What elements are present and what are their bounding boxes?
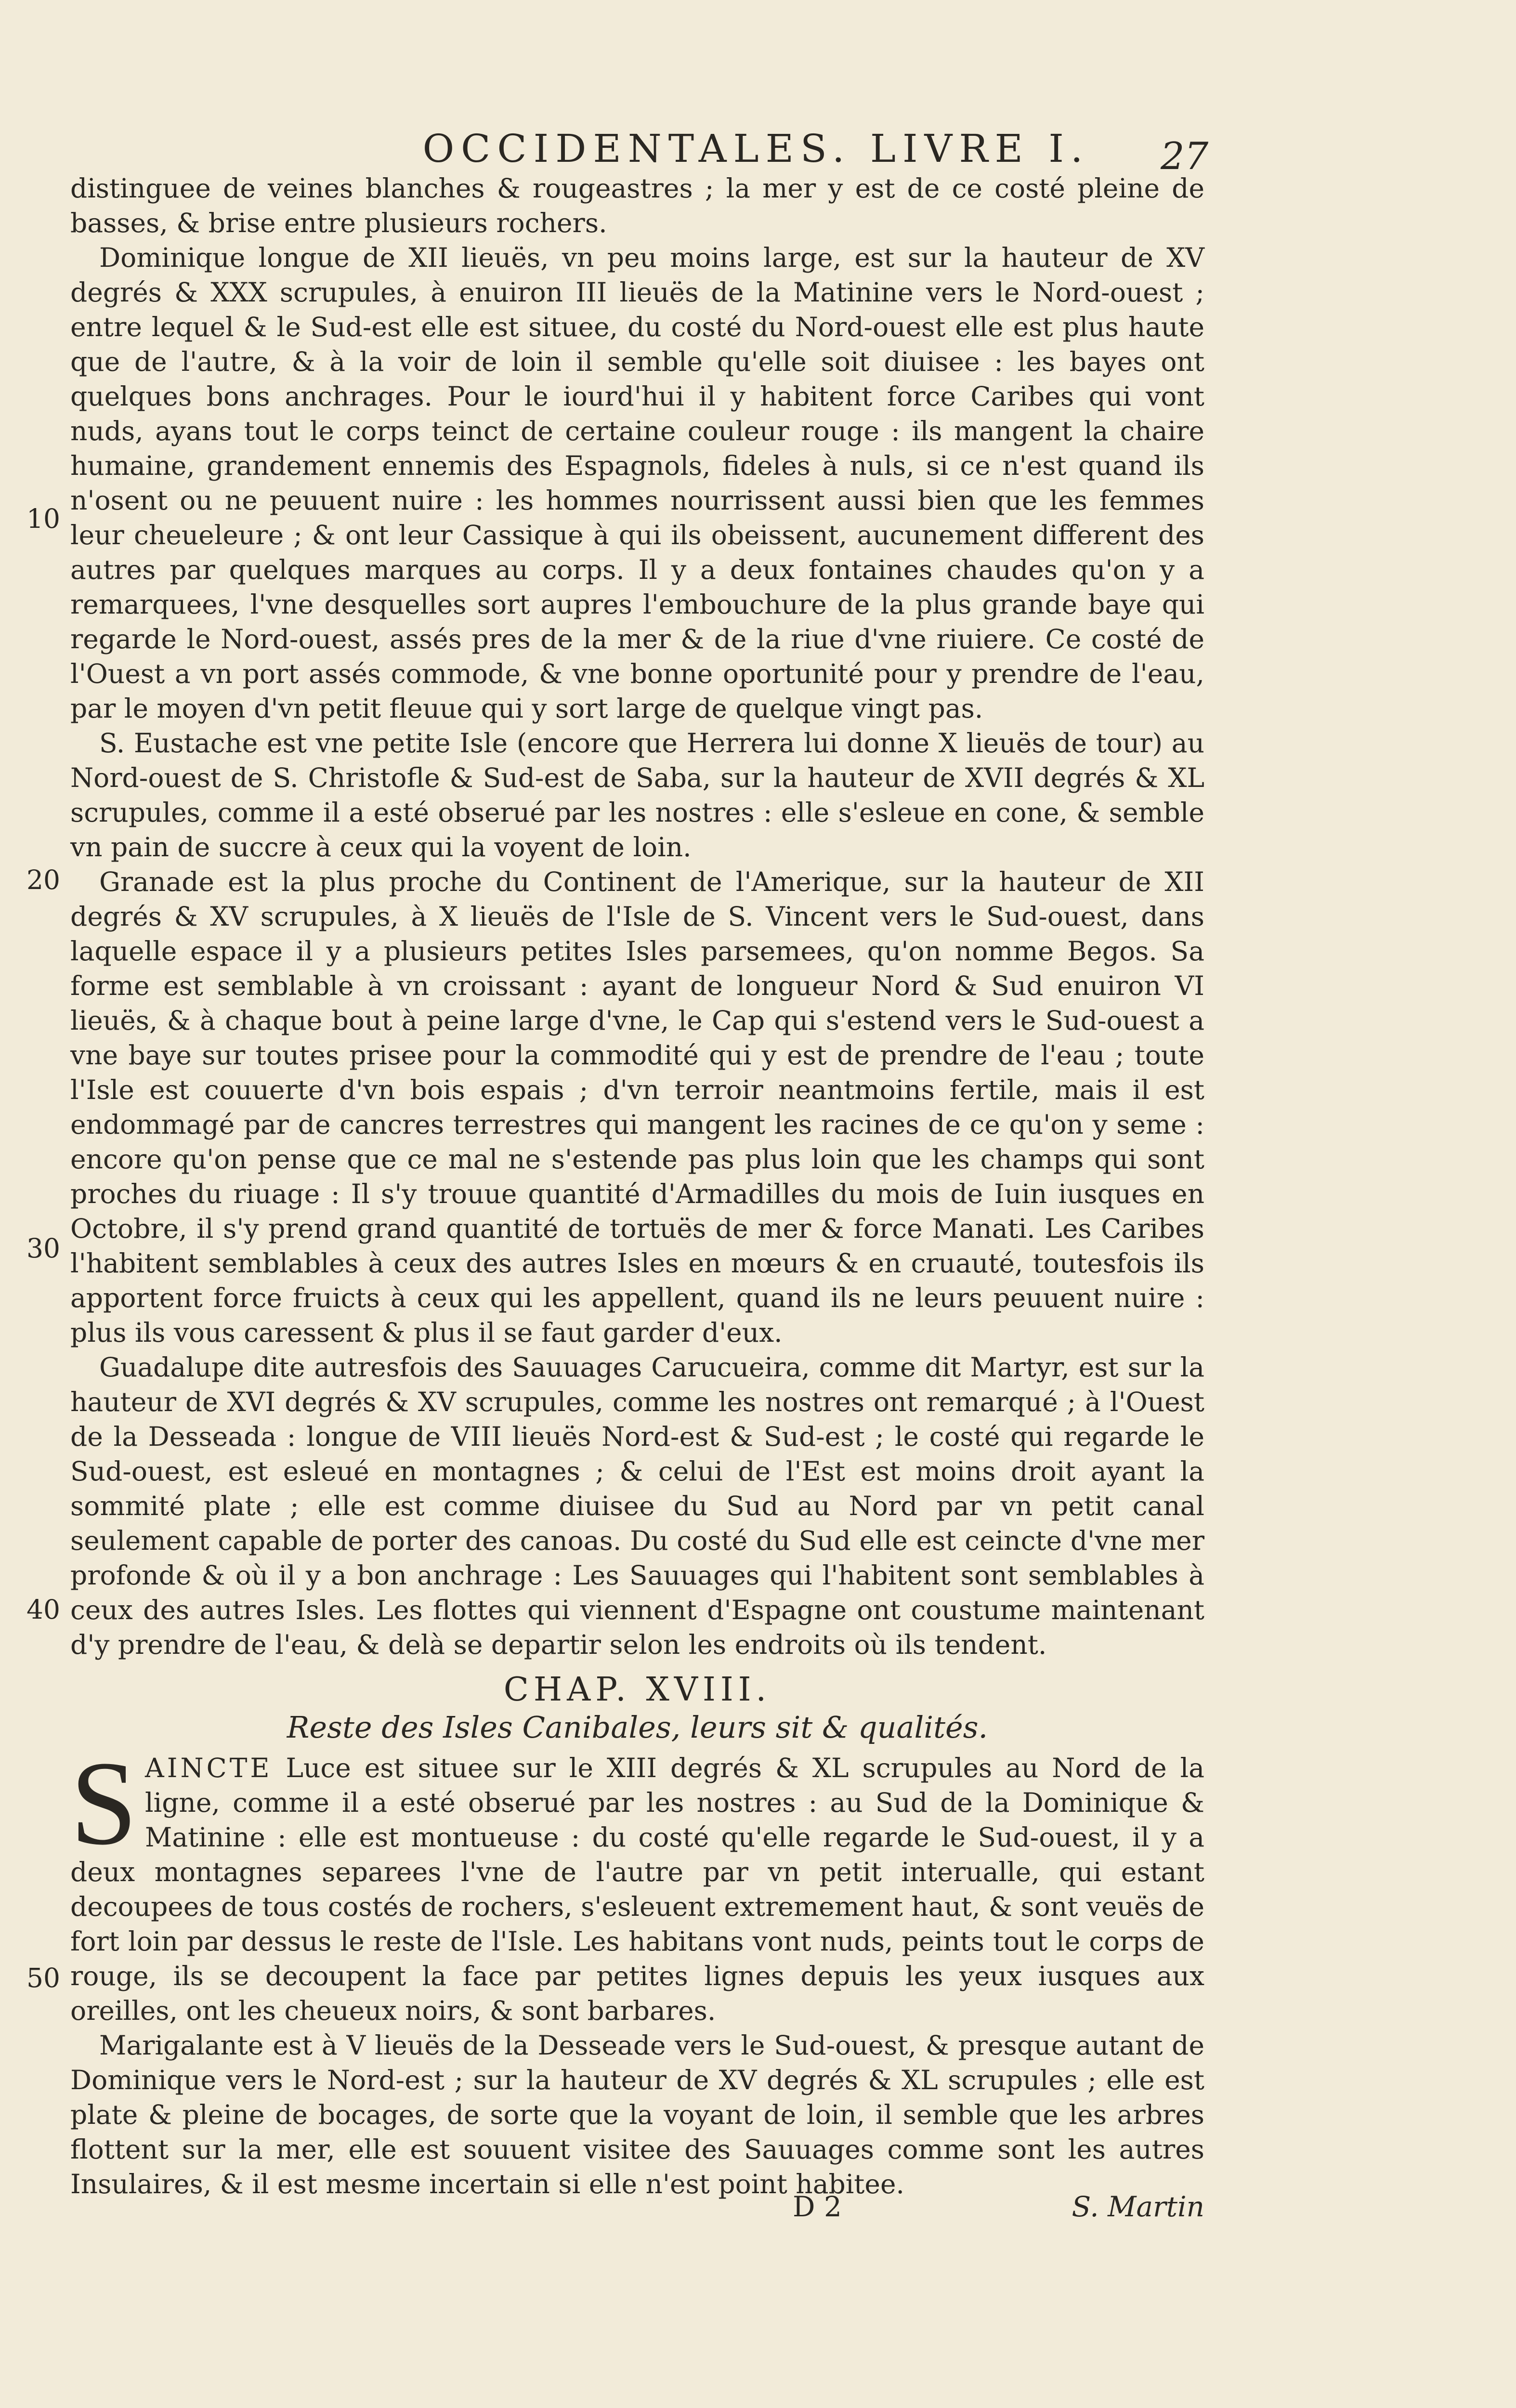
line-number: 30	[26, 1233, 60, 1264]
catchword: S. Martin	[1072, 2190, 1204, 2223]
first-word: AINCTE	[145, 1753, 273, 1783]
line-number: 40	[26, 1594, 60, 1625]
paragraph-text: Luce est situee sur le XIII degrés & XL scrupules au Nord de la ligne, comme il a esté obserué par les nostres : au Sud de la Dominique & Matinine : elle est montueuse : du costé qu'elle regarde le Sud-ouest, il y a deux montagnes separees l'vne de l'autre par vn petit interualle, qui estant decoupees de tous costés de rochers, s'esleuent extremement haut, & sont veuës de fort loin par dessus le reste de l'Isle. Les habitans vont nuds, peints tout le corps de rouge, ils se decoupent la face par petites lignes depuis les yeux iusques aux oreilles, ont les cheueux noirs, & sont barbares.	[70, 1753, 1205, 2026]
drop-cap: S	[70, 1737, 138, 1870]
line-number: 10	[26, 503, 60, 534]
paragraph-eustache: S. Eustache est vne petite Isle (encore que Herrera lui donne X lieuës de tour) au Nord-ouest de S. Christofle & Sud-est de Saba, sur la hauteur de XVII degrés & XL scrupules, comme il a esté obserué par les nostres : elle s'esleue en cone, & semble vn pain de succre à ceux qui la voyent de loin.	[70, 728, 1204, 863]
signature-mark: D 2	[793, 2190, 842, 2223]
main-text	[70, 171, 1204, 2201]
line-number: 50	[26, 1963, 60, 1993]
chapter-heading: CHAP. XVIII.	[503, 1671, 771, 1709]
paragraph-dominique: Dominique longue de XII lieuës, vn peu moins large, est sur la hauteur de XV degrés & XXX scrupules, à enuiron III lieuës de la Matinine vers le Nord-ouest ; entre lequel & le Sud-est elle est situee, du costé du Nord-ouest elle est plus haute que de l'autre, & à la voir de loin il semble qu'elle soit diuisee : les bayes ont quelques bons anchrages. Pour le iourd'hui il y habitent force Caribes qui vont nuds, ayans tout le corps teinct de certaine couleur rouge : ils mangent la chaire humaine, grandement ennemis des Espagnols, fideles à nuls, si ce n'est quand ils n'osent ou ne peuuent nuire : les hommes nourrissent aussi bien que les femmes leur cheueleure ; & ont leur Cassique à qui ils obeissent, aucunement different des autres par quelques marques au corps. Il y a deux fontaines chaudes qu'on y a remarquees, l'vne desquelles sort aupres l'embouchure de la plus grande baye qui regarde le Nord-ouest, assés pres de la mer & de la riue d'vne riuiere. Ce costé de l'Ouest a vn port assés commode, & vne bonne oportunité pour y prendre de l'eau, par le moyen d'vn petit fleuue qui y sort large de quelque vingt pas.	[70, 242, 1204, 724]
line-number: 20	[26, 864, 60, 895]
paragraph-guadalupe: Guadalupe dite autresfois des Sauuages Carucueira, comme dit Martyr, est sur la hauteur de XVI degrés & XV scrupules, comme les nostres ont remarqué ; à l'Ouest de la Desseada : longue de VIII lieuës Nord-est & Sud-est ; le costé qui regarde le Sud-ouest, est esleué en montagnes ; & celui de l'Est est moins droit ayant la sommité plate ; elle est comme diuisee du Sud au Nord par vn petit canal seulement capable de porter des canoas. Du costé du Sud elle est ceincte d'vne mer profonde & où il y a bon anchrage : Les Sauuages qui l'habitent sont semblables à ceux des autres Isles. Les flottes qui viennent d'Espagne ont coustume maintenant d'y prendre de l'eau, & delà se departir selon les endroits où ils tendent.	[70, 1352, 1204, 1660]
paragraph-saincte-luce	[70, 1737, 1205, 2028]
chapter-title: Reste des Isles Canibales, leurs sit & qualités.	[287, 1710, 988, 1745]
paragraph-granade: Granade est la plus proche du Continent de l'Amerique, sur la hauteur de XII degrés & XV scrupules, à X lieuës de l'Isle de S. Vincent vers le Sud-ouest, dans laquelle espace il y a plusieurs petites Isles parsemees, qu'on nomme Begos. Sa forme est semblable à vn croissant : ayant de longueur Nord & Sud enuiron VI lieuës, & à chaque bout à peine large d'vne, le Cap qui s'estend vers le Sud-ouest a vne baye sur toutes prisee pour la commodité qui y est de prendre de l'eau ; toute l'Isle est couuerte d'vn bois espais ; d'vn terroir neantmoins fertile, mais il est endommagé par de cancres terrestres qui mangent les racines de ce qu'on y seme : encore qu'on pense que ce mal ne s'estende pas plus loin que les champs qui sont proches du riuage : Il s'y trouue quantité d'Armadilles du mois de Iuin iusques en Octobre, il s'y prend grand quantité de tortuës de mer & force Manati. Les Caribes l'habitent semblables à ceux des autres Isles en mœurs & en cruauté, toutesfois ils apportent force fruicts à ceux qui les appellent, quand ils ne leurs peuuent nuire : plus ils vous caressent & plus il se faut garder d'eux.	[70, 866, 1204, 1348]
running-header: OCCIDENTALES. LIVRE I.	[422, 126, 1090, 171]
paragraph: distinguee de veines blanches & rougeastres ; la mer y est de ce costé pleine de basses, & brise entre plusieurs rochers.	[70, 173, 1204, 238]
page-number: 27	[1161, 135, 1209, 178]
paragraph-marigalante: Marigalante est à V lieuës de la Desseade vers le Sud-ouest, & presque autant de Dominique vers le Nord-est ; sur la hauteur de XV degrés & XL scrupules ; elle est plate & pleine de bocages, de sorte que la voyant de loin, il semble que les arbres flottent sur la mer, elle est souuent visitee des Sauuages comme sont les autres Insulaires, & il est mesme incertain si elle n'est point habitee.	[70, 2030, 1204, 2199]
page-footer	[70, 2190, 1204, 2234]
